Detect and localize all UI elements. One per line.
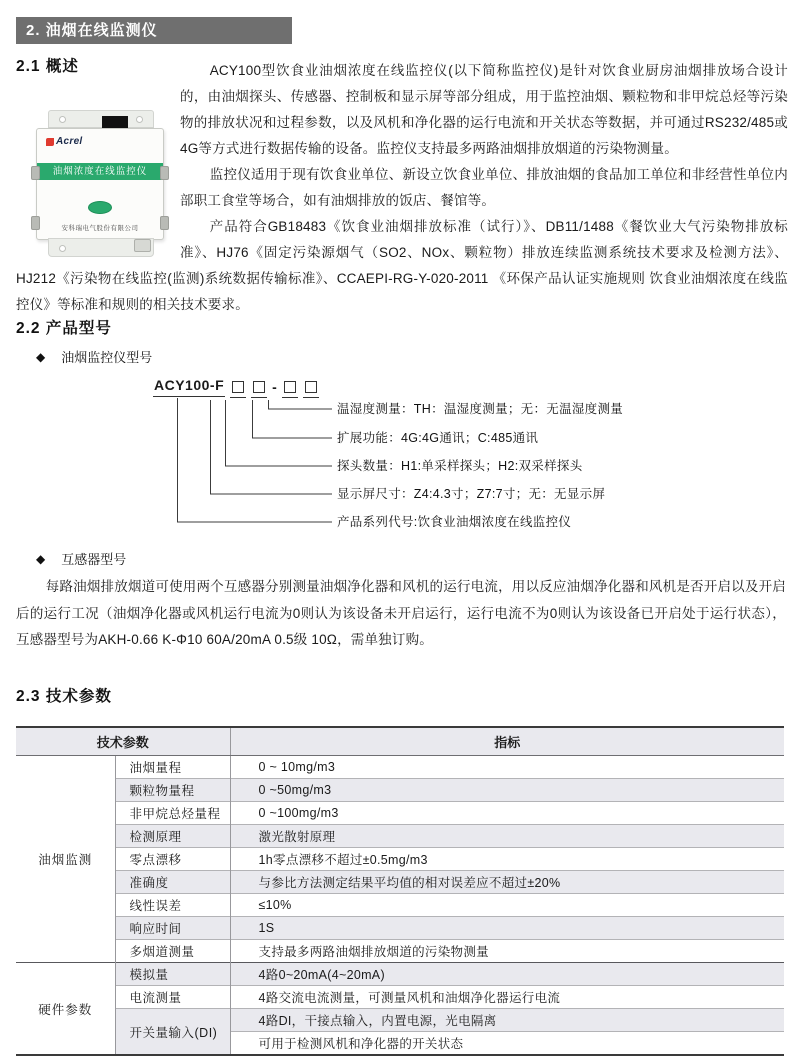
value-cell: 4路0~20mA(4~20mA) (230, 963, 784, 986)
heading-overview: 2.1 概述 (16, 58, 79, 75)
model-label-expansion: 扩展功能：4G:4G通讯；C:485通讯 (337, 431, 539, 445)
enclosure-clip-icon (160, 216, 169, 230)
table-row (16, 963, 784, 986)
value-cell: 与参比方法测定结果平均值的相对误差应不超过±20% (230, 871, 784, 894)
value-cell: 1S (230, 917, 784, 940)
device-banner-label: 油烟浓度在线监控仪 (37, 163, 163, 180)
section-header-bar: 2. 油烟在线监测仪 (16, 17, 292, 44)
device-antenna-port (102, 116, 128, 128)
mount-hole-icon (136, 116, 143, 123)
value-cell: 0 ~50mg/m3 (230, 779, 784, 802)
table-row (16, 940, 784, 963)
model-option-box (251, 378, 267, 398)
overview-paragraph-3: 产品符合GB18483《饮食业油烟排放标准（试行）》、DB11/1488《餐饮业大气污染物排放标准》、HJ76《固定污染源烟气（SO2、NOx、颗粒物）排放连续监测系统技术要求及检测方法》、HJ212《污染物在线监控(监测)系统数据传输标准》、CCAEPI-RG-Y-020-2011 《环保产品认证实施规则 饮食业油烟浓度在线监控仪》等标准和规则的相关技术要求。 (16, 219, 788, 312)
enclosure-clip-icon (31, 216, 40, 230)
group-cell: 油烟监测 (16, 756, 115, 963)
bullet-ct-model (36, 549, 126, 568)
overview-paragraph-1: ACY100型饮食业油烟浓度在线监控仪(以下简称监控仪)是针对饮食业厨房油烟排放场合设计的，由油烟探头、传感器、控制板和显示屏等部分组成，用于监控油烟、颗粒物和非甲烷总烃等污染物的排放状况和过程参数，以及风机和净化器的运行电流和开关状态等数据，并可通过RS232/485或4G等方式进行数据传输的设备。监控仪支持最多两路油烟排放烟道的污染物测量。 (180, 63, 788, 156)
ct-paragraph: 每路油烟排放烟道可使用两个互感器分别测量油烟净化器和风机的运行电流，用以反应油烟净化器和风机是否开启以及开启后的运行工况（油烟净化器或风机运行电流为0则认为该设备未开启运行，运行电流不为0则认为该设备已开启处于运行状态），互感器型号为AKH-0.66 K-Φ10 60A/20mA 0.5级 10Ω，需单独订购。 (16, 579, 786, 647)
table-row (16, 848, 784, 871)
enclosure-clip-icon (31, 166, 40, 180)
table-row (16, 871, 784, 894)
value-cell: 0 ~100mg/m3 (230, 802, 784, 825)
model-option-box (303, 378, 319, 398)
table-header-index: 指标 (230, 727, 784, 756)
enclosure-clip-icon (160, 166, 169, 180)
model-code-dash: - (272, 379, 277, 395)
model-label-display-size: 显示屏尺寸：Z4:4.3寸；Z7:7寸；无：无显示屏 (337, 487, 606, 501)
model-option-box (230, 378, 246, 398)
table-row (16, 1009, 784, 1032)
value-cell: 1h零点漂移不超过±0.5mg/m3 (230, 848, 784, 871)
device-mount-bracket-top (48, 110, 154, 128)
enclosure-latch-icon (134, 239, 151, 252)
bullet-ct-model-label: 互感器型号 (61, 552, 127, 567)
param-cell: 零点漂移 (115, 848, 230, 871)
model-number-diagram (0, 373, 800, 545)
param-cell: 开关量输入(DI) (115, 1009, 230, 1056)
value-cell: 4路交流电流测量，可测量风机和油烟净化器运行电流 (230, 986, 784, 1009)
model-code-row (153, 377, 319, 398)
table-row (16, 986, 784, 1009)
value-cell: 支持最多两路油烟排放烟道的污染物测量 (230, 940, 784, 963)
acrel-logo-text: Acrel (56, 135, 83, 147)
value-cell: 可用于检测风机和净化器的开关状态 (230, 1032, 784, 1056)
table-row (16, 917, 784, 940)
device-enclosure (36, 128, 164, 240)
tech-params-table (16, 726, 784, 1056)
param-cell: 颗粒物量程 (115, 779, 230, 802)
param-cell: 电流测量 (115, 986, 230, 1009)
param-cell: 准确度 (115, 871, 230, 894)
value-cell: 激光散射原理 (230, 825, 784, 848)
table-row (16, 779, 784, 802)
table-row (16, 825, 784, 848)
model-code: ACY100-F (153, 377, 225, 397)
certification-badge-icon (88, 201, 112, 214)
heading-product-model: 2.2 产品型号 (16, 320, 112, 337)
value-cell: 4路DI，干接点输入，内置电源，光电隔离 (230, 1009, 784, 1032)
diamond-bullet-icon: ◆ (36, 349, 46, 364)
mount-hole-icon (59, 245, 66, 252)
value-cell: 0 ~ 10mg/m3 (258, 760, 336, 774)
model-label-series-code: 产品系列代号:饮食业油烟浓度在线监控仪 (337, 515, 572, 529)
table-header-params: 技术参数 (16, 727, 230, 756)
param-cell: 油烟量程 (115, 756, 230, 779)
model-option-box (282, 378, 298, 398)
overview-paragraph-2: 监控仪适用于现有饮食业单位、新设立饮食业单位、排放油烟的食品加工单位和非经营性单位内部职工食堂等场合，如有油烟排放的饭店、餐馆等。 (180, 167, 788, 208)
model-label-probe-count: 探头数量：H1:单采样探头；H2:双采样探头 (337, 459, 583, 473)
param-cell: 响应时间 (115, 917, 230, 940)
model-label-temp-humidity: 温湿度测量：TH：温湿度测量；无：无温湿度测量 (337, 402, 624, 416)
param-cell: 检测原理 (115, 825, 230, 848)
bullet-monitor-model (36, 347, 152, 366)
heading-tech-params: 2.3 技术参数 (16, 688, 112, 705)
ct-description (16, 574, 786, 654)
param-cell: 非甲烷总烃量程 (115, 802, 230, 825)
value-cell: ≤10% (230, 894, 784, 917)
group-cell: 硬件参数 (16, 963, 115, 1056)
bullet-monitor-model-label: 油烟监控仪型号 (61, 350, 153, 365)
overview-section (16, 58, 788, 318)
param-cell: 线性误差 (115, 894, 230, 917)
device-company-label: 安科瑞电气股份有限公司 (61, 225, 139, 232)
diamond-bullet-icon: ◆ (36, 551, 46, 566)
table-row (16, 756, 784, 779)
acrel-logo-icon (46, 138, 54, 146)
device-image (16, 58, 180, 262)
param-cell: 多烟道测量 (115, 940, 230, 963)
param-cell: 模拟量 (115, 963, 230, 986)
table-row (16, 802, 784, 825)
acrel-logo (46, 136, 83, 147)
table-row (16, 894, 784, 917)
table-header-row (16, 727, 784, 756)
mount-hole-icon (59, 116, 66, 123)
